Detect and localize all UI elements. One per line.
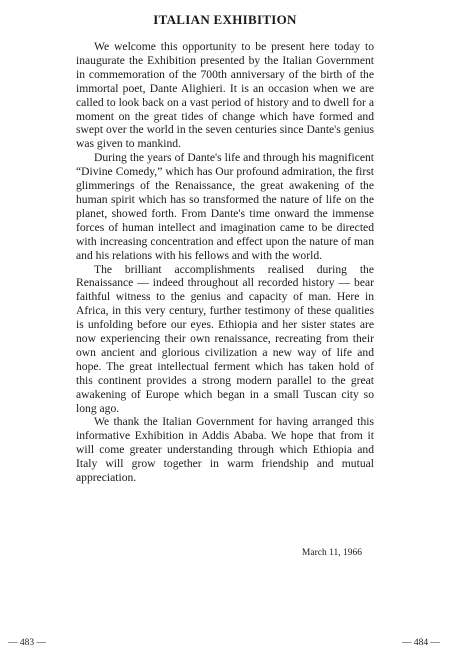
speech-date: March 11, 1966 bbox=[301, 548, 362, 558]
paragraph-3: The brilliant accomplishments realised during the Renaissance — indeed throughout all recorded history — bear faithful witness to the genius and capacity of man. Here in Africa, in this very century, further testimony of these qualities is unfolding before our eyes. Ethiopia and her sister states are now experiencing their own renaissance, recreating from their own ancient and glorious civilization a new way of life and hope. The great intellectual ferment which has taken hold of this continent provides a strong modern parallel to the great awakening of Europe which began in a small Tuscan city so long ago. bbox=[76, 262, 374, 415]
page-number-left: — 483 — bbox=[8, 638, 46, 648]
page-title: ITALIAN EXHIBITION bbox=[153, 12, 297, 27]
paragraph-4: We thank the Italian Government for having arranged this informative Exhibition in Addis Ababa. We hope that from it will come greater understanding through which Ethiopia and Italy will grow together in warm friendship and mutual appreciation. bbox=[76, 415, 374, 485]
speech-body bbox=[76, 40, 374, 485]
paragraph-2: During the years of Dante's life and through his magnificent “Divine Comedy,” which has Our profound admiration, the first glimmerings of the Renaissance, the great awakening of the human spirit which has so transformed the nature of life on the planet, showed forth. From Dante's time onward the immense forces of human intellect and imagination came to be directed with increasing concentration and effect upon the nature of man and his relations with his fellows and with the world. bbox=[76, 151, 374, 262]
page-number-right: — 484 — bbox=[402, 638, 440, 648]
paragraph-1: We welcome this opportunity to be present here today to inaugurate the Exhibition presented by the Italian Government in commemoration of the 700th anniversary of the birth of the immortal poet, Dante Alighieri. It is an occasion when we are called to look back on a vast period of history and to dwell for a moment on the great tides of change which have formed and swept over the world in the seven centuries since Dante's genius was given to mankind. bbox=[76, 40, 374, 151]
